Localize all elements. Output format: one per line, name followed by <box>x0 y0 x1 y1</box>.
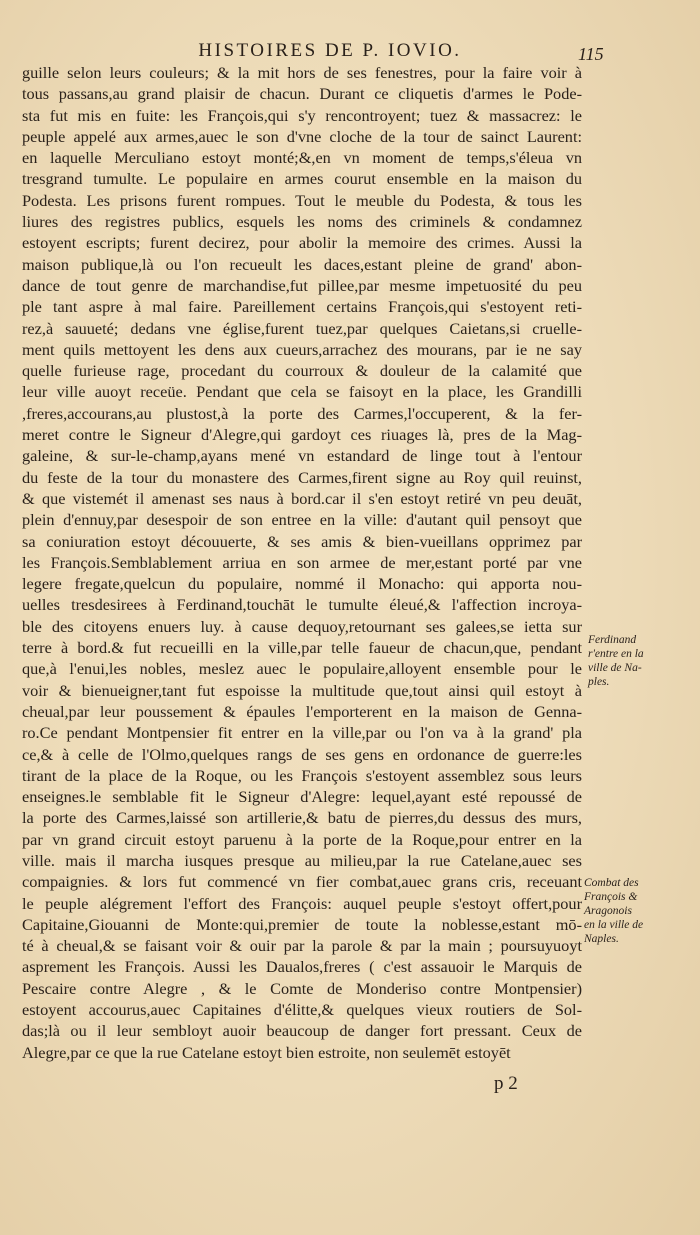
main-text-block <box>22 62 582 1063</box>
text-line: enseignes.le semblable fit le Signeur d'Alegre: lequel,ayant esté repoussé de <box>22 787 582 807</box>
text-line: tresgrand tumulte. Le populaire en armes courut ensemble en la maison du <box>22 169 582 189</box>
text-line: ,freres,accourans,au plustost,à la porte des Carmes,l'occuperent, & la fer- <box>22 403 582 423</box>
text-line: ce,& à celle de l'Olmo,quelques rangs de ses gens en ordonance de guerre:les <box>22 744 582 764</box>
text-line: voir & bienueigner,tant fut espoisse la multitude que,tout ainsi quil estoyt à <box>22 680 582 700</box>
text-line: guille selon leurs couleurs; & la mit hors de ses fenestres, pour la faire voir à <box>22 63 582 82</box>
marginal-note-ferdinand <box>588 633 684 689</box>
text-line: ple tant aspre à mal faire. Pareillement certains François,qui s'estoyent reti- <box>22 297 582 317</box>
marginal-note-line: François & <box>584 891 638 903</box>
marginal-note-line: Combat des <box>584 877 639 889</box>
text-line: en laquelle Merculiano estoyt monté;&,en vn moment de temps,s'éleua vn <box>22 148 582 168</box>
marginal-note-line: ples. <box>588 676 610 688</box>
text-line: tirant de la place de la Roque, ou les François s'estoyent assemblez sous leurs <box>22 765 582 785</box>
text-line: le peuple alégrement l'effort des François: auquel peuple s'estoyt offert,pour <box>22 893 582 913</box>
marginal-note-line: Naples. <box>584 933 619 945</box>
text-line: peuple appelé aux armes,auec le son d'vne cloche de la tour de sainct Laurent: <box>22 126 582 146</box>
text-line: galeine, & sur-le-champ,ayans mené vn estandard de linge tout à l'entour <box>22 446 582 466</box>
text-line: ble des citoyens enuers luy. à cause dequoy,retournant ses galees,se ietta sur <box>22 616 582 636</box>
text-line: rez,à sauueté; dedans vne église,furent tuez,par quelques Caietans,si cruelle- <box>22 318 582 338</box>
text-line: par vn grand circuit estoyt paruenu à la porte de la Roque,pour entrer en la <box>22 829 582 849</box>
text-line: sta fut mis en fuite: les François,qui s'y rencontroyent; tuez & massacrez: le <box>22 105 582 125</box>
text-line: meret contre le Signeur d'Alegre,qui gardoyt ces riuages là, pres de la Mag- <box>22 425 582 445</box>
text-line: du feste de la tour du monastere des Carmes,firent signe au Roy quil reuinst, <box>22 467 582 487</box>
marginal-note-combat <box>584 876 680 946</box>
text-line: Alegre,par ce que la rue Catelane estoyt bien estroite, non seulemēt estoyēt <box>22 1042 511 1062</box>
text-line: sa coniuration estoyt découuerte, & ses amis & bien-vueillans opprimez par <box>22 531 582 551</box>
text-line: asprement les François. Aussi les Daualos,freres ( c'est assauoir le Marquis de <box>22 957 582 977</box>
text-line: dance de tout genre de marchandise,fut pillee,par mesme impetuosité du peu <box>22 275 582 295</box>
page-number: 115 <box>578 44 604 64</box>
marginal-note-line: en la ville de <box>584 919 644 931</box>
running-title: HISTOIRES DE P. IOVIO. <box>198 40 462 61</box>
text-line: uelles tresdesirees à Ferdinand,touchāt le tumulte éleué,& l'affection incroya- <box>22 595 582 615</box>
text-line: terre à bord.& fut recueilli en la ville,par telle faueur de chacun,que, pendant <box>22 638 582 658</box>
marginal-note-line: Aragonois <box>584 905 632 917</box>
text-line: & que vistemét il amenast ses naus à bord.car il s'en estoyt retiré vn peu deuāt, <box>22 488 582 508</box>
text-line: Pescaire contre Alegre , & le Comte de Monderiso contre Montpensier) <box>22 978 582 998</box>
text-line: cheual,par leur poussement & épaules l'emporterent en la maison de Genna- <box>22 701 582 721</box>
text-line: Podesta. Les prisons furent rompues. Tout le meuble du Podesta, & tous les <box>22 190 582 210</box>
text-line: compaignies. & lors fut commencé vn fier combat,auec grans cris, receuant <box>22 872 582 892</box>
text-line: estoyent escripts; furent decirez, pour abolir la memoire des crimes. Aussi la <box>22 233 582 253</box>
marginal-note-line: ville de Na- <box>588 662 642 674</box>
text-line: maison publique,là ou l'on recueult les daces,estant pleine de grand' abon- <box>22 254 582 274</box>
text-line: ro.Ce pendant Montpensier fit entrer en la ville,par ou l'on va à la grand' pla <box>22 723 582 743</box>
text-line: plein d'ennuy,par desespoir de son entree en la ville: d'autant quil pensoyt que <box>22 510 582 530</box>
text-line: la porte des Carmes,laissé son artillerie,& batu de pierres,du dessus des murs, <box>22 808 582 828</box>
text-line: ville. mais il marcha iusques presque au milieu,par la rue Catelane,auec ses <box>22 850 582 870</box>
text-line: legere fregate,quelcun du populaire, nommé il Monacho: qui apporta nou- <box>22 574 582 594</box>
text-line: tous passans,au grand plaisir de chacun. Durant ce cliquetis d'armes le Pode- <box>22 84 582 104</box>
marginal-note-line: r'entre en la <box>588 648 644 660</box>
text-line: leur ville auoyt receüe. Pendant que cela se faisoyt en la place, les Grandilli <box>22 382 582 402</box>
signature-mark: p 2 <box>494 1073 518 1094</box>
text-line: quelle furieuse rage, procedant du courroux & douleur de la calamité que <box>22 361 582 381</box>
text-line: das;là ou il leur sembloyt auoir beaucoup de danger fort pressant. Ceux de <box>22 1021 582 1041</box>
text-line: ment quils mettoyent les dens aux cueurs,arrachez des mourans, par ie ne say <box>22 339 582 359</box>
text-line: estoyent accourus,auec Capitaines d'élitte,& quelques vieux routiers de Sol- <box>22 1000 582 1020</box>
text-line: les François.Semblablement arriua en son armee de mer,estant porté par vne <box>22 552 582 572</box>
marginal-note-line: Ferdinand <box>588 634 637 646</box>
text-line: Capitaine,Giouanni de Monte:qui,premier de toute la noblesse,estant mō- <box>22 914 582 934</box>
text-line: que,à l'enui,les nobles, meslez auec le populaire,alloyent ensemble pour le <box>22 659 582 679</box>
text-line: liures des registres publics, esquels les noms des criminels & condamnez <box>22 212 582 232</box>
text-line: té à cheual,& se faisant voir & ouir par la parole & par la main ; poursuyuoyt <box>22 936 582 956</box>
